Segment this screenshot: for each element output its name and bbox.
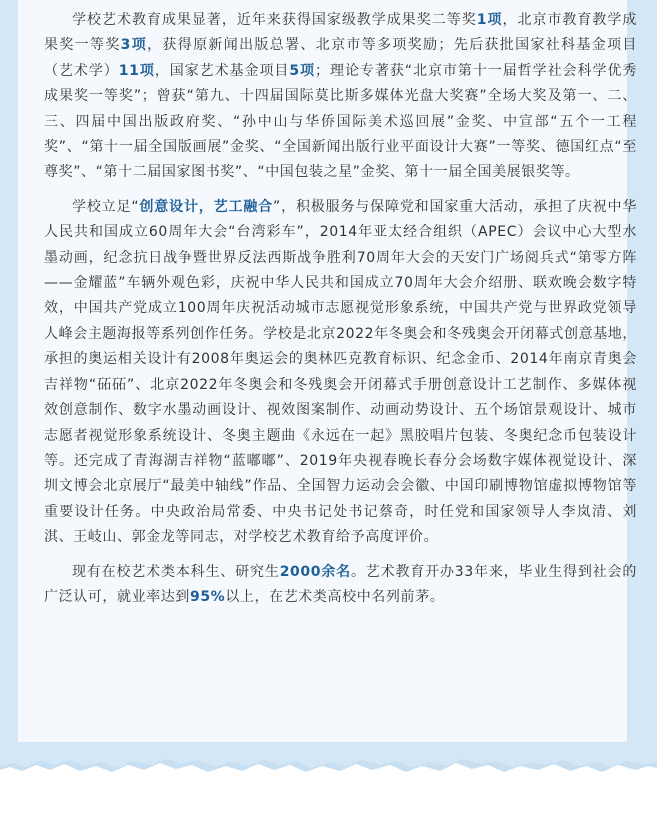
torn-paper-edge	[0, 730, 657, 822]
text-segment: ；理论专著获“北京市第十一届哲学社会科学优秀成果奖一等奖”；曾获“第九、十四届国际莫比斯多媒体光盘大奖赛”全场大奖及第一、二、三、四届中国出版政府奖、“孙中山与华侨国际美术巡回展”金奖、中宣部“五个一工程奖”、“第十一届全国版画展”金奖、“全国新闻出版行业平面设计大赛”一等奖、德国红点“至尊奖”、“第十二届国家图书奖”、“中国包装之星”金奖、第十一届全国美展银奖等。	[44, 62, 637, 181]
text-segment: 以上，在艺术类高校中名列前茅。	[225, 588, 445, 605]
highlight-text: 1项	[476, 12, 503, 28]
torn-paper-piece	[0, 763, 657, 822]
highlight-text: 5项	[289, 62, 316, 79]
paragraph-students	[44, 560, 637, 611]
article-body	[44, 8, 637, 619]
text-segment: 。艺术教育开办33年来，毕业生得到社会的广泛认可，就业率达到	[44, 563, 637, 605]
highlight-text: 2000余名	[279, 563, 351, 580]
text-segment: 现有在校艺术类本科生、研究生	[72, 563, 280, 580]
paragraph-services	[44, 195, 637, 551]
paragraph-achievements	[44, 8, 637, 186]
highlight-text: 创意设计，艺工融合	[139, 198, 274, 215]
text-segment: 学校立足“	[72, 198, 140, 215]
text-segment: ”，积极服务与保障党和国家重大活动，承担了庆祝中华人民共和国成立60周年大会“台湾彩车”，2014年亚太经合组织（APEC）会议中心大型水墨动画，纪念抗日战争暨世界反法西斯战争胜利70周年大会的天安门广场阅兵式“第零方阵——金耀蓝”车辆外观色彩，庆祝中华人民共和国成立70周年大会介绍册、联欢晚会数字特效，中国共产党成立100周年庆祝活动城市志愿视觉形象系统，中国共产党与世界政党领导人峰会主题海报等系列创作任务。学校是北京2022年冬奥会和冬残奥会开闭幕式创意基地，承担的奥运相关设计有2008年奥运会的奥林匹克教育标识、纪念金币、2014年南京青奥会吉祥物“砳砳”、北京2022年冬奥会和冬残奥会开闭幕式手册创意设计工艺制作、多媒体视效创意制作、数字水墨动画设计、视效图案制作、动画动势设计、五个场馆景观设计、城市志愿者视觉形象系统设计、冬奥主题曲《永远在一起》黑胶唱片包装、冬奥纪念币包装设计等。还完成了青海湖吉祥物“蓝嘟嘟”、2019年央视春晚长春分会场数字媒体视觉设计、深圳文博会北京展厅“最美中轴线”作品、全国智力运动会会徽、中国印刷博物馆虚拟博物馆等重要设计任务。中央政治局常委、中央书记处书记蔡奇，时任党和国家领导人李岚清、刘淇、王岐山、郭金龙等同志，对学校艺术教育给予高度评价。	[44, 198, 637, 546]
text-segment: 学校艺术教育成果显著，近年来获得国家级教学成果奖二等奖	[72, 12, 477, 28]
text-segment: ，获得原新闻出版总署、北京市等多项奖励；先后获批国家社科基金项目（艺术学）	[44, 37, 638, 79]
text-segment: ，北京市教育教学成果奖一等奖	[44, 12, 637, 54]
highlight-text: 11项	[118, 62, 155, 79]
highlight-text: 3项	[120, 37, 148, 54]
highlight-text: 95%	[190, 588, 226, 605]
content-card	[18, 0, 638, 742]
text-segment: ，国家艺术基金项目	[154, 62, 290, 79]
